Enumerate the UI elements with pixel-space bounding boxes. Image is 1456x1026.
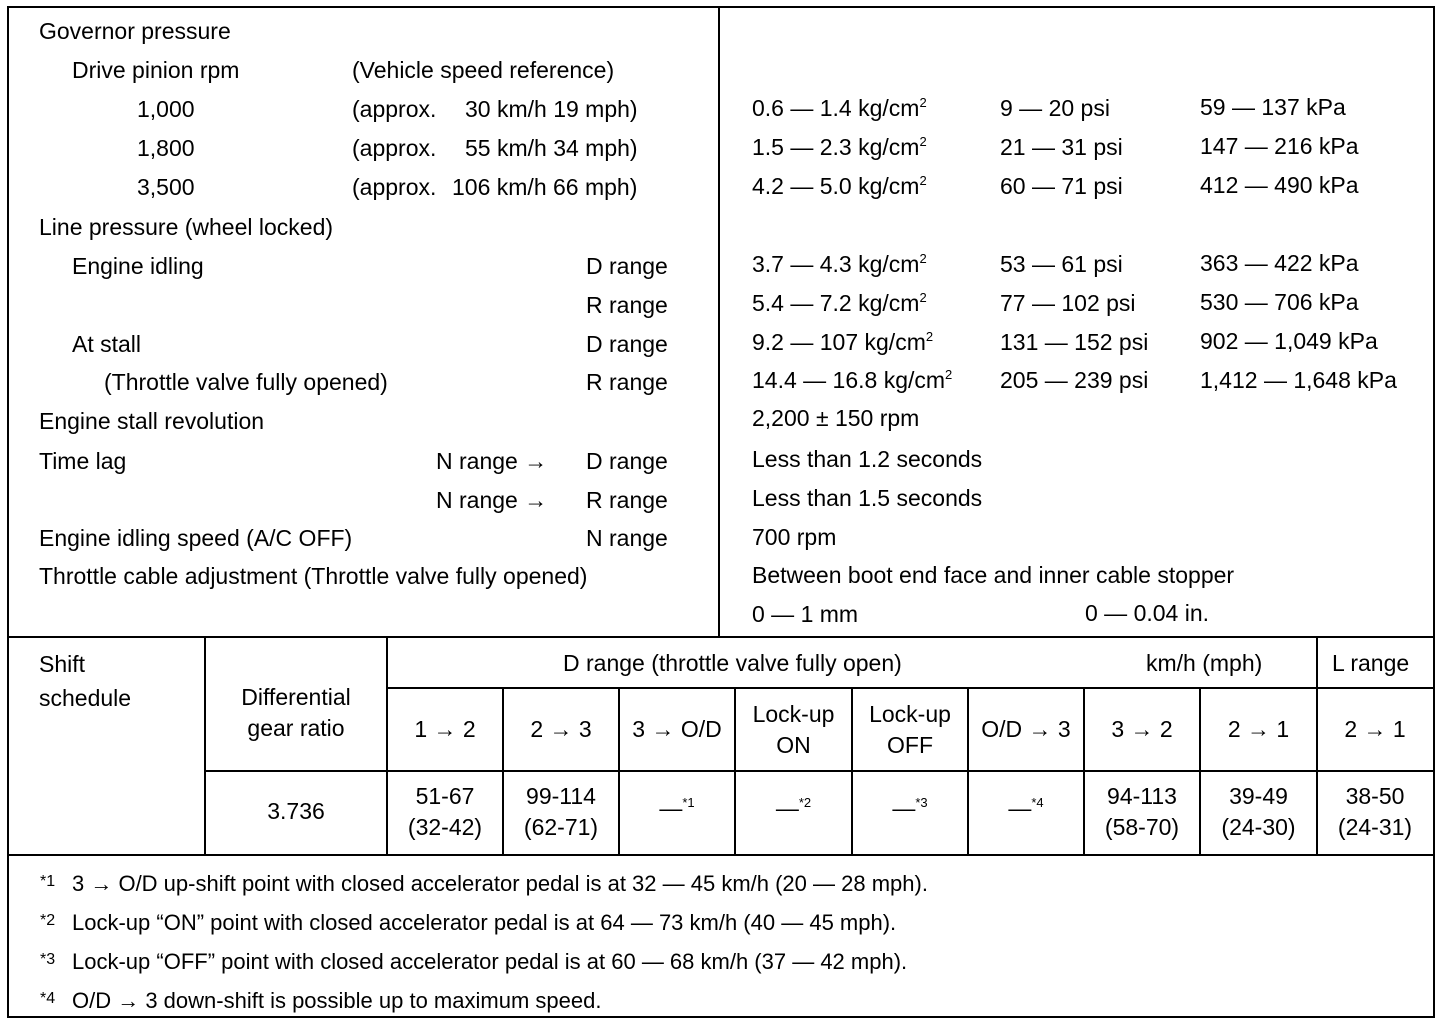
- line-kpa-value: 902 — 1,049 kPa: [1200, 328, 1378, 354]
- shift-column-header: 1 → 2: [414, 716, 476, 742]
- time-lag-value: Less than 1.2 seconds: [752, 446, 983, 472]
- shift-speed-value: 99-114 (62-71): [523, 783, 599, 840]
- throttle-cable-label: Throttle cable adjustment (Throttle valve fully opened): [39, 563, 588, 589]
- throttle-fully-opened-label: (Throttle valve fully opened): [104, 369, 388, 395]
- line-range-label: D range: [586, 253, 668, 279]
- time-lag-to: D range: [586, 448, 668, 474]
- governor-rpm: 1,000: [137, 96, 195, 122]
- shift-column-header: 2 → 1: [1344, 716, 1406, 742]
- diff-ratio-value: 3.736: [267, 798, 325, 824]
- governor-kg-value: 4.2 — 5.0 $kg/cm^2$: [752, 173, 927, 199]
- time-lag-from: N range →: [436, 448, 548, 474]
- shift-speed-value: —$^{*4}$: [1008, 795, 1044, 821]
- time-lag-value: Less than 1.5 seconds: [752, 485, 983, 511]
- line-psi-value: 205 — 239 psi: [1000, 367, 1149, 393]
- line-kpa-value: 1,412 — 1,648 kPa: [1200, 367, 1397, 393]
- d-range-header: D range (throttle valve fully open): [563, 650, 902, 676]
- governor-psi-value: 21 — 31 psi: [1000, 134, 1123, 160]
- idle-speed-range: N range: [586, 525, 668, 551]
- line-kg-value: 14.4 — 16.8 $kg/cm^2$: [752, 367, 953, 393]
- line-psi-value: 131 — 152 psi: [1000, 329, 1149, 355]
- governor-kg-value: 1.5 — 2.3 $kg/cm^2$: [752, 134, 927, 160]
- throttle-cable-mm: 0 — 1 mm: [752, 601, 859, 627]
- governor-speed: 55 km/h 34 mph): [465, 135, 638, 161]
- governor-rpm: 1,800: [137, 135, 195, 161]
- approx-label: (approx.: [352, 135, 437, 161]
- governor-speed: 30 km/h 19 mph): [465, 96, 638, 122]
- line-kg-value: 3.7 — 4.3 $kg/cm^2$: [752, 251, 927, 277]
- speed-units: km/h (mph): [1146, 650, 1263, 676]
- governor-psi-value: 9 — 20 psi: [1000, 95, 1110, 121]
- shift-values-divider: [205, 770, 1434, 772]
- footnote: *3 Lock-up “OFF” point with closed accelerator pedal is at 60 — 68 km/h (37 — 42 mph).: [40, 949, 908, 974]
- time-lag-label: Time lag: [39, 448, 127, 474]
- shift-speed-value: —$^{*2}$: [775, 795, 812, 821]
- governor-kpa-value: 59 — 137 kPa: [1200, 94, 1346, 120]
- shift-speed-value: —$^{*3}$: [892, 795, 928, 821]
- shift-column-header: Lock-up ON: [752, 701, 835, 758]
- governor-psi-value: 60 — 71 psi: [1000, 173, 1123, 199]
- time-lag-to: R range: [586, 487, 668, 513]
- shift-speed-value: 39-49 (24-30): [1221, 783, 1296, 840]
- stall-revolution-value: 2,200 ± 150 rpm: [752, 405, 920, 431]
- approx-label: (approx.: [352, 174, 437, 200]
- governor-kpa-value: 412 — 490 kPa: [1200, 172, 1359, 198]
- footnote: *4 O/D → 3 down-shift is possible up to maximum speed.: [40, 988, 602, 1013]
- at-stall-label: At stall: [72, 331, 142, 357]
- shift-column-header: Lock-up OFF: [869, 701, 951, 758]
- throttle-cable-in: 0 — 0.04 in.: [1085, 600, 1210, 626]
- shift-schedule-label-2: schedule: [39, 685, 132, 711]
- footnote: *1 3 → O/D up-shift point with closed accelerator pedal is at 32 — 45 km/h (20 — 28 mph).: [40, 871, 928, 896]
- vehicle-speed-reference-label: (Vehicle speed reference): [352, 57, 615, 83]
- governor-kg-value: 0.6 — 1.4 $kg/cm^2$: [752, 95, 927, 121]
- throttle-cable-desc: Between boot end face and inner cable stopper: [752, 562, 1235, 588]
- governor-pressure-heading: Governor pressure: [39, 18, 231, 44]
- line-range-label: R range: [586, 292, 668, 318]
- shift-column-header: 2 → 1: [1227, 716, 1290, 742]
- line-range-label: D range: [586, 331, 668, 357]
- line-range-label: R range: [586, 369, 668, 395]
- shift-column-header: 3 → O/D: [632, 716, 722, 742]
- engine-idling-label: Engine idling: [72, 253, 204, 279]
- idle-speed-label: Engine idling speed (A/C OFF): [39, 525, 353, 551]
- diff-ratio-label: Differential gear ratio: [241, 684, 351, 741]
- l-range-header: L range: [1332, 650, 1410, 676]
- shift-header-divider: [387, 687, 1434, 689]
- approx-label: (approx.: [352, 96, 437, 122]
- stall-revolution-label: Engine stall revolution: [39, 408, 265, 434]
- line-kg-value: 9.2 — 107 $kg/cm^2$: [752, 329, 934, 355]
- shift-speed-value: 38-50 (24-31): [1337, 783, 1413, 840]
- governor-kpa-value: 147 — 216 kPa: [1200, 133, 1359, 159]
- footnote: *2 Lock-up “ON” point with closed accelerator pedal is at 64 — 73 km/h (40 — 45 mph).: [40, 910, 897, 935]
- governor-speed: 106 km/h 66 mph): [452, 174, 638, 200]
- line-kg-value: 5.4 — 7.2 $kg/cm^2$: [752, 290, 927, 316]
- spec-column-divider: [718, 7, 720, 636]
- idle-speed-value: 700 rpm: [752, 524, 837, 550]
- time-lag-from: N range →: [436, 487, 548, 513]
- drive-pinion-rpm-label: Drive pinion rpm: [72, 57, 240, 83]
- shift-column-header: 3 → 2: [1111, 716, 1173, 742]
- line-kpa-value: 363 — 422 kPa: [1200, 250, 1359, 276]
- line-pressure-heading: Line pressure (wheel locked): [39, 214, 334, 240]
- shift-speed-value: 51-67 (32-42): [407, 783, 483, 840]
- shift-schedule-label-1: Shift: [39, 651, 86, 677]
- shift-column-header: O/D → 3: [981, 716, 1071, 742]
- shift-speed-value: 94-113 (58-70): [1104, 783, 1180, 840]
- shift-speed-value: —$^{*1}$: [659, 795, 695, 821]
- governor-rpm: 3,500: [137, 174, 195, 200]
- footnote-divider: [8, 854, 1434, 856]
- line-psi-value: 53 — 61 psi: [1000, 251, 1123, 277]
- spec-section-divider: [8, 636, 1434, 638]
- shift-column-header: 2 → 3: [530, 716, 592, 742]
- line-psi-value: 77 — 102 psi: [1000, 290, 1136, 316]
- line-kpa-value: 530 — 706 kPa: [1200, 289, 1359, 315]
